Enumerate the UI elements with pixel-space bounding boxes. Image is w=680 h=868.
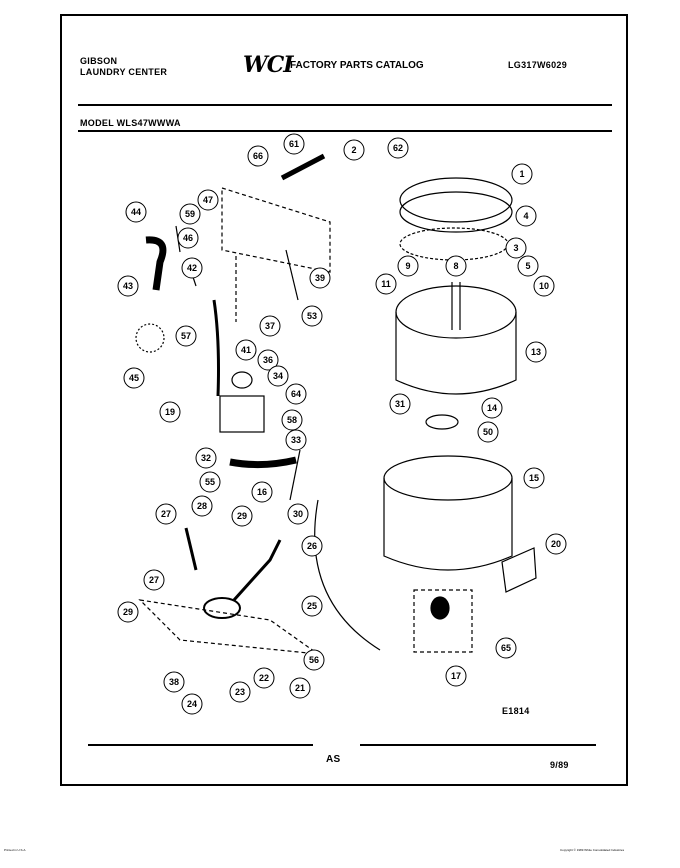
part-callout-number: 53 bbox=[306, 311, 318, 321]
part-callout-number: 4 bbox=[523, 211, 529, 221]
part-callout-number: 11 bbox=[381, 279, 391, 289]
part-callout-number: 50 bbox=[482, 427, 494, 437]
part-callout-number: 19 bbox=[164, 407, 176, 417]
part-callout-number: 38 bbox=[168, 677, 180, 687]
part-callout-number: 31 bbox=[394, 399, 406, 409]
fine-print-right: Copyright © 1989 White Consolidated Industries bbox=[560, 848, 625, 852]
wci-logo: WCI bbox=[243, 52, 293, 78]
part-callout-number: 17 bbox=[450, 671, 462, 681]
diagram-code: E1814 bbox=[502, 706, 530, 716]
part-callout-number: 32 bbox=[200, 453, 212, 463]
wash-basket bbox=[396, 286, 516, 338]
part-callout-number: 13 bbox=[530, 347, 542, 357]
part-callout-number: 21 bbox=[294, 683, 306, 693]
product-line: LAUNDRY CENTER bbox=[80, 67, 168, 77]
part-callout-number: 2 bbox=[351, 145, 357, 155]
part-callout-number: 56 bbox=[308, 655, 320, 665]
part-callout-number: 39 bbox=[314, 273, 326, 283]
part-callout-number: 8 bbox=[453, 261, 459, 271]
part-callout-number: 22 bbox=[258, 673, 270, 683]
part-callout-number: 29 bbox=[122, 607, 134, 617]
part-callout-number: 57 bbox=[180, 331, 192, 341]
part-callout-number: 43 bbox=[122, 281, 134, 291]
part-callout-number: 62 bbox=[392, 143, 404, 153]
part-callout-number: 46 bbox=[182, 233, 194, 243]
part-callout-number: 42 bbox=[186, 263, 198, 273]
part-callout-number: 5 bbox=[525, 261, 531, 271]
part-callout-number: 61 bbox=[288, 139, 300, 149]
part-callout-number: 26 bbox=[306, 541, 318, 551]
model-label: MODEL WLS47WWWA bbox=[80, 118, 181, 128]
base-plate bbox=[140, 600, 318, 654]
part-callout-number: 33 bbox=[290, 435, 302, 445]
part-callout-number: 15 bbox=[528, 473, 540, 483]
fill-hose bbox=[282, 156, 324, 178]
part-callout-number: 3 bbox=[513, 243, 519, 253]
catalog-title: FACTORY PARTS CATALOG bbox=[290, 60, 424, 71]
page-date: 9/89 bbox=[550, 760, 569, 770]
part-callout-number: 64 bbox=[290, 389, 302, 399]
part-callout-number: 23 bbox=[234, 687, 246, 697]
part-callout-number: 45 bbox=[128, 373, 140, 383]
footer-rule-left bbox=[88, 744, 313, 746]
cabinet-outline bbox=[222, 188, 330, 272]
fine-print-left: Printed in U.S.A. bbox=[4, 848, 27, 852]
part-callout-number: 1 bbox=[519, 169, 525, 179]
water-valve bbox=[136, 324, 164, 352]
part-callout-number: 36 bbox=[262, 355, 274, 365]
footer-rule-right bbox=[360, 744, 596, 746]
agitator-shaft bbox=[452, 282, 460, 330]
part-callout-number: 10 bbox=[538, 281, 550, 291]
section-code: AS bbox=[326, 754, 341, 765]
part-callout-number: 24 bbox=[186, 699, 198, 709]
part-callout-number: 66 bbox=[252, 151, 264, 161]
brand-name: GIBSON bbox=[80, 56, 118, 66]
part-callout-number: 65 bbox=[500, 643, 512, 653]
part-callout-number: 27 bbox=[160, 509, 172, 519]
tub-ring bbox=[400, 178, 512, 222]
part-callout-number: 55 bbox=[204, 477, 216, 487]
part-callout-number: 25 bbox=[306, 601, 318, 611]
part-callout-number: 16 bbox=[256, 487, 268, 497]
drive-pulley bbox=[204, 598, 240, 618]
part-callout-number: 41 bbox=[240, 345, 252, 355]
part-callout-number: 34 bbox=[272, 371, 284, 381]
part-callout-number: 30 bbox=[292, 509, 304, 519]
part-callout-number: 47 bbox=[202, 195, 214, 205]
part-callouts bbox=[118, 134, 566, 714]
part-callout-number: 28 bbox=[196, 501, 208, 511]
part-callout-number: 29 bbox=[236, 511, 248, 521]
pump-hose bbox=[230, 460, 296, 465]
part-callout-number: 58 bbox=[286, 415, 298, 425]
catalog-number: LG317W6029 bbox=[508, 60, 568, 70]
part-callout-number: 20 bbox=[550, 539, 562, 549]
part-callout-number: 9 bbox=[405, 261, 411, 271]
part-callout-number: 14 bbox=[486, 403, 498, 413]
drain-hose bbox=[146, 240, 163, 290]
valve-body bbox=[220, 396, 264, 432]
outer-tub bbox=[384, 456, 512, 500]
part-callout-number: 59 bbox=[184, 209, 196, 219]
part-callout-number: 44 bbox=[130, 207, 142, 217]
part-callout-number: 37 bbox=[264, 321, 276, 331]
part-callout-number: 27 bbox=[148, 575, 160, 585]
